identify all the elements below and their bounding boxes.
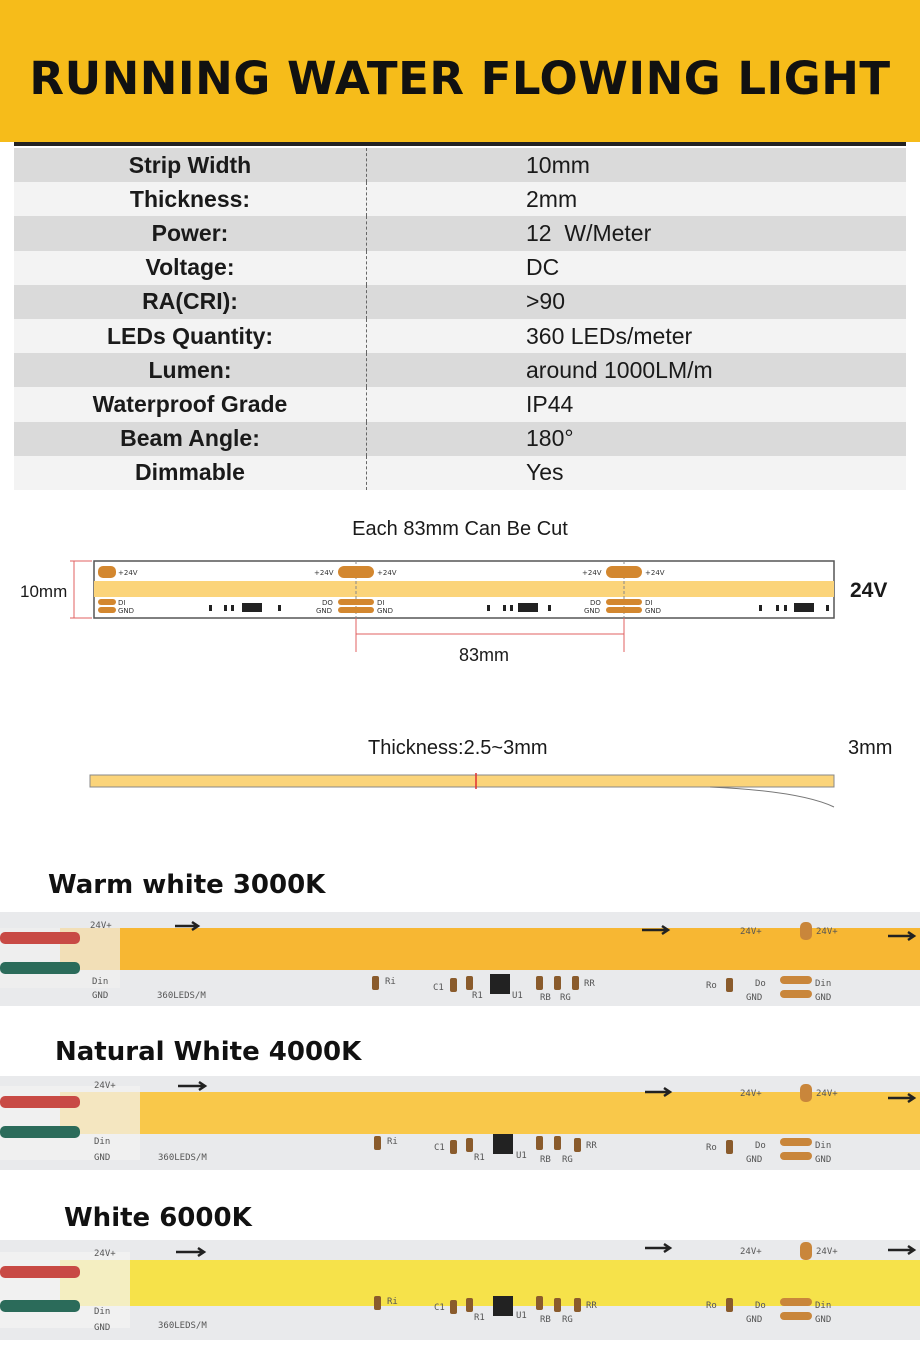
solder-pad (800, 922, 812, 940)
cut-diagram (0, 548, 920, 658)
spec-value: IP44 (526, 390, 574, 417)
strip-print: GND (815, 1155, 832, 1165)
strip-print: GND (746, 993, 763, 1003)
strip-print: RR (584, 979, 595, 989)
solder-pad (98, 607, 116, 613)
solder-pad (338, 599, 374, 605)
spec-label: Thickness: (129, 185, 251, 212)
thickness-caption: Thickness:2.5~3mm (368, 737, 548, 759)
wire-red (0, 932, 80, 944)
strip-print: Ro (706, 1143, 717, 1153)
variant-title-white: White 6000K (64, 1203, 252, 1233)
strip-print: 24V+ (816, 1089, 838, 1099)
header-banner (0, 0, 920, 142)
strip-print: Do (755, 1301, 766, 1311)
spec-divider (366, 148, 367, 182)
strip-print: 24V+ (94, 1249, 116, 1259)
strip-print: GND (94, 1153, 111, 1163)
strip-print: GND (815, 993, 832, 1003)
strip-print: GND (815, 1315, 832, 1325)
wire-red (0, 1266, 80, 1278)
pad-label: GND (584, 607, 601, 615)
spec-table (14, 148, 906, 490)
strip-print: Din (94, 1137, 111, 1147)
voltage-label: 24V (850, 579, 888, 602)
page-title: RUNNING WATER FLOWING LIGHT (29, 52, 891, 105)
spec-label: Voltage: (145, 254, 235, 281)
strip-print: RB (540, 1315, 551, 1325)
spec-value: DC (526, 254, 560, 281)
strip-print: RR (586, 1141, 597, 1151)
wire-green (0, 1300, 80, 1312)
strip-print: 24V+ (94, 1081, 116, 1091)
strip-print: RG (562, 1315, 573, 1325)
pad-label: DO (322, 599, 333, 607)
solder-pad (800, 1242, 812, 1260)
solder-pad (780, 1298, 812, 1306)
strip-print: 24V+ (816, 1247, 838, 1257)
end-cap (0, 1252, 130, 1328)
spec-label: Strip Width (128, 151, 252, 178)
strip-photo-white (0, 1236, 920, 1346)
strip-print: R1 (474, 1153, 485, 1163)
spec-row-voltage (14, 251, 906, 285)
strip-print: GND (94, 1323, 111, 1333)
strip-print: 24V+ (90, 921, 112, 931)
solder-pad (338, 607, 374, 613)
solder-pad (98, 566, 116, 578)
strip-print: Ro (706, 1301, 717, 1311)
strip-print: C1 (434, 1303, 445, 1313)
strip-print: R1 (472, 991, 483, 1001)
spec-label: Power: (151, 219, 229, 246)
strip-print: Din (815, 1141, 832, 1151)
spec-divider (366, 182, 367, 216)
pad-label: GND (645, 607, 662, 615)
strip-photo-natural (0, 1070, 920, 1170)
pad-label: GND (118, 607, 135, 615)
spec-value: 360 LEDs/meter (526, 322, 693, 349)
thickness-diagram (0, 765, 920, 815)
wire-green (0, 962, 80, 974)
spec-row-dimmable (14, 456, 906, 490)
pad-label: DI (645, 599, 653, 607)
pad-label: +24V (377, 569, 397, 577)
strip-print: Ri (387, 1297, 398, 1307)
spec-row-thickness (14, 182, 906, 216)
spec-row-power (14, 216, 906, 250)
solder-pad (780, 1312, 812, 1320)
pad-label: GND (377, 607, 394, 615)
spec-value: around 1000LM/m (526, 356, 713, 383)
spec-divider (366, 456, 367, 490)
strip-print: U1 (512, 991, 523, 1001)
pad-label: +24V (118, 569, 138, 577)
strip-print: U1 (516, 1311, 527, 1321)
strip-print: 24V+ (740, 1247, 762, 1257)
spec-value: 10mm (526, 151, 590, 178)
strip-print: Din (94, 1307, 111, 1317)
spec-divider (366, 387, 367, 421)
strip-print: 24V+ (740, 1089, 762, 1099)
pad-label: DI (377, 599, 385, 607)
wire-green (0, 1126, 80, 1138)
pad-label: +24V (314, 569, 334, 577)
variant-title-warm: Warm white 3000K (48, 870, 326, 900)
pad-label: +24V (582, 569, 602, 577)
solder-pad (800, 1084, 812, 1102)
spec-label: Lumen: (148, 356, 232, 383)
curl-line (710, 787, 834, 807)
strip-print: Din (815, 979, 832, 989)
solder-pad (338, 566, 374, 578)
pad-label: GND (316, 607, 333, 615)
spec-row-cri (14, 285, 906, 319)
spec-label: RA(CRI): (142, 288, 238, 315)
pad-label: +24V (645, 569, 665, 577)
spec-value: >90 (526, 288, 566, 315)
strip-print: 360LEDS/M (158, 1153, 207, 1163)
led-band (60, 1092, 920, 1134)
strip-print: RR (586, 1301, 597, 1311)
spec-label: LEDs Quantity: (106, 322, 274, 349)
strip-print: RG (560, 993, 571, 1003)
spec-label: Beam Angle: (120, 425, 260, 452)
solder-pad (780, 976, 812, 984)
strip-print: RG (562, 1155, 573, 1165)
strip-print: U1 (516, 1151, 527, 1161)
strip-print: Din (92, 977, 109, 987)
strip-print: 24V+ (740, 927, 762, 937)
spec-divider (366, 285, 367, 319)
strip-print: GND (746, 1315, 763, 1325)
width-label: 10mm (20, 582, 68, 601)
spec-row-lumen (14, 353, 906, 387)
spec-row-strip-width (14, 148, 906, 182)
strip-print: C1 (434, 1143, 445, 1153)
spec-value: 12 W/Meter (526, 219, 652, 246)
strip-print: Do (755, 1141, 766, 1151)
strip-print: GND (92, 991, 109, 1001)
strip-print: 360LEDS/M (157, 991, 206, 1001)
spec-row-leds-quantity (14, 319, 906, 353)
spec-row-beam-angle (14, 422, 906, 456)
strip-print: RB (540, 1155, 551, 1165)
solder-pad (780, 1152, 812, 1160)
banner-divider (14, 142, 906, 146)
spec-row-waterproof (14, 387, 906, 421)
spec-divider (366, 319, 367, 353)
spec-divider (366, 216, 367, 250)
led-band (94, 581, 834, 597)
solder-pad (98, 599, 116, 605)
strip-print: Ri (385, 977, 396, 987)
variant-title-natural: Natural White 4000K (55, 1037, 362, 1067)
spec-divider (366, 422, 367, 456)
strip-print: 24V+ (816, 927, 838, 937)
strip-print: Din (815, 1301, 832, 1311)
segment-length-label: 83mm (459, 645, 510, 665)
solder-pad (606, 599, 642, 605)
strip-print: Ro (706, 981, 717, 991)
spec-value: Yes (526, 459, 564, 486)
spec-label: Dimmable (135, 459, 245, 486)
strip-print: C1 (433, 983, 444, 993)
strip-print: Do (755, 979, 766, 989)
strip-print: Ri (387, 1137, 398, 1147)
pad-label: DO (590, 599, 601, 607)
cut-caption: Each 83mm Can Be Cut (352, 518, 568, 540)
spec-divider (366, 353, 367, 387)
strip-print: 360LEDS/M (158, 1321, 207, 1331)
solder-pad (780, 1138, 812, 1146)
wire-red (0, 1096, 80, 1108)
strip-print: RB (540, 993, 551, 1003)
solder-pad (780, 990, 812, 998)
thickness-side-label: 3mm (848, 737, 893, 759)
pad-label: DI (118, 599, 126, 607)
strip-profile (90, 775, 834, 787)
spec-value: 180° (526, 425, 574, 452)
led-band (60, 928, 920, 970)
spec-value: 2mm (526, 185, 578, 212)
solder-pad (606, 607, 642, 613)
strip-print: R1 (474, 1313, 485, 1323)
strip-print: GND (746, 1155, 763, 1165)
solder-pad (606, 566, 642, 578)
spec-divider (366, 251, 367, 285)
spec-label: Waterproof Grade (92, 390, 288, 417)
strip-photo-warm (0, 906, 920, 1006)
